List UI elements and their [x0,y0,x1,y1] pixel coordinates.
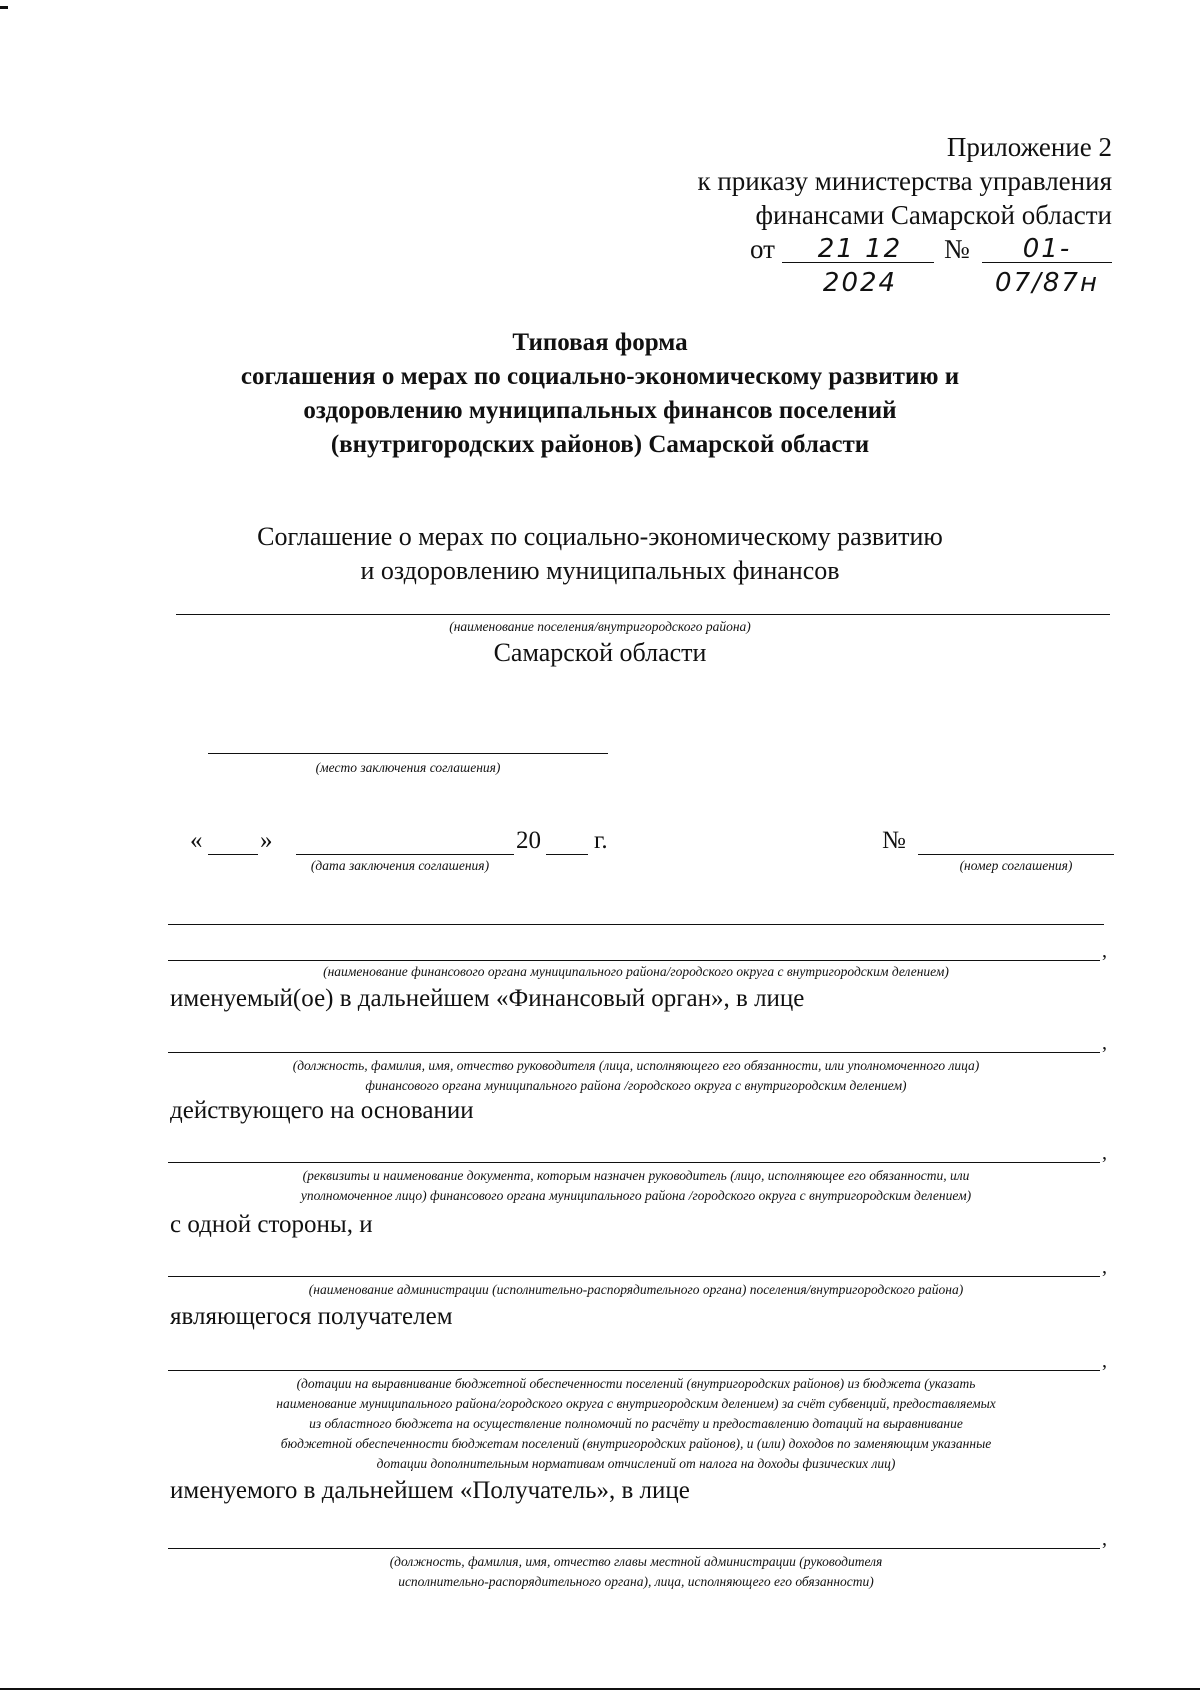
date-year-prefix: 20 [516,827,541,854]
chief-line [168,1548,1100,1549]
date-close-quote: » [260,827,273,854]
agreement-number-line [918,854,1114,855]
admin-caption: (наименование администрации (исполнительно-распорядительного органа) поселения/внутригородского района) [308,1282,964,1297]
subsidy-caption-5: дотации дополнительным нормативам отчислений от налога на доходы физических лиц) [376,1456,896,1471]
acting-basis-text: действующего на основании [170,1097,474,1124]
one-side-text: с одной стороны, и [170,1211,373,1238]
admin-comma: , [1102,1256,1107,1278]
appendix-number-prefix: № [944,234,970,264]
scan-mark [0,6,8,9]
appendix-date-prefix: от [750,234,775,264]
head-line [168,1052,1100,1053]
chief-comma: , [1102,1528,1107,1550]
appendix-date-underline [782,262,934,263]
head-comma: , [1102,1032,1107,1054]
form-title-line-4: (внутригородских районов) Самарской области [330,431,870,458]
subsidy-comma: , [1102,1350,1107,1372]
appendix-order-line: к приказу министерства управления [697,166,1112,196]
doc-basis-line [168,1162,1100,1163]
doc-basis-comma: , [1102,1142,1107,1164]
agreement-heading-line-2: и оздоровлению муниципальных финансов [360,556,840,585]
fin-org-line-1 [168,924,1104,925]
date-open-quote: « [190,827,203,854]
place-line [208,753,608,754]
date-day-line [208,854,258,855]
appendix-ministry-line: финансами Самарской области [755,200,1112,230]
region-name: Самарской области [493,638,707,667]
head-caption-1: (должность, фамилия, имя, отчество руководителя (лица, исполняющего его обязанности, или уполномоченного лица) [292,1058,980,1073]
date-month-line [296,854,514,855]
subsidy-caption-2: наименование муниципального района/городского округа с внутригородским делением) за счёт субвенций, предоставляемых [276,1396,996,1411]
admin-line [168,1276,1100,1277]
agreement-number-caption: (номер соглашения) [959,858,1073,873]
date-year-line [546,854,588,855]
form-title: Типовая форма [512,329,688,356]
appendix-date-value: 21 12 2024 [817,234,903,298]
fin-org-comma: , [1102,940,1107,962]
place-caption: (место заключения соглашения) [315,760,501,775]
chief-caption-2: исполнительно-распорядительного органа), лица, исполняющего его обязанности) [398,1574,874,1589]
subsidy-caption-1: (дотации на выравнивание бюджетной обеспеченности поселений (внутригородских районов) из бюджета (указать [296,1376,976,1391]
agreement-heading: Соглашение о мерах по социально-экономическому развитию [257,522,943,551]
form-title-line-2: соглашения о мерах по социально-экономическому развитию и [240,363,960,390]
form-title-line-3: оздоровлению муниципальных финансов поселений [303,397,897,424]
agreement-number-sign: № [882,827,906,854]
fin-org-caption: (наименование финансового органа муниципального района/городского округа с внутригородским делением) [323,964,949,979]
appendix-title: Приложение 2 [946,132,1112,162]
appendix-number-value: 01-07/87н [995,234,1099,298]
settlement-caption: (наименование поселения/внутригородского района) [449,619,751,634]
fin-org-line-2 [168,960,1100,961]
recipient-of-text: являющегося получателем [170,1303,453,1330]
subsidy-line [168,1370,1100,1371]
doc-basis-caption-2: уполномоченное лицо) финансового органа муниципального района /городского округа с внутригородским делением) [300,1188,972,1203]
scan-bottom-edge [0,1688,1200,1690]
date-year-suffix: г. [594,827,608,854]
recipient-named-text: именуемого в дальнейшем «Получатель», в лице [170,1477,690,1504]
doc-basis-caption-1: (реквизиты и наименование документа, которым назначен руководитель (лицо, исполняющее его обязанности, или [302,1168,970,1183]
appendix-number-underline [982,262,1112,263]
subsidy-caption-3: из областного бюджета на осуществление полномочий по расчёту и предоставлению дотаций на выравнивание [309,1416,963,1431]
chief-caption-1: (должность, фамилия, имя, отчество главы местной администрации (руководителя [389,1554,883,1569]
subsidy-caption-4: бюджетной обеспеченности бюджетам поселений (внутригородских районов), и (или) доходов по заменяющим указанные [280,1436,992,1451]
date-caption: (дата заключения соглашения) [310,858,490,873]
fin-org-named-text: именуемый(ое) в дальнейшем «Финансовый орган», в лице [170,985,805,1012]
head-caption-2: финансового органа муниципального района /городского округа с внутригородским делением) [365,1078,907,1093]
settlement-name-line [176,614,1110,615]
